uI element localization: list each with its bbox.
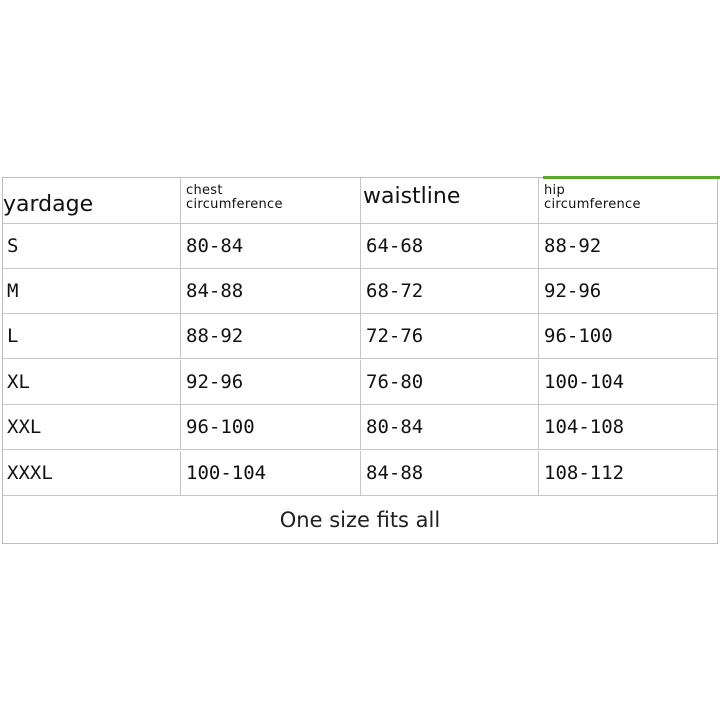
size-cell: XXL [3, 405, 181, 449]
header-hip-circumference [539, 178, 717, 223]
table-row [3, 224, 717, 269]
hip-cell: 100-104 [544, 371, 625, 393]
header-chest-line1: chest [186, 183, 223, 198]
table-row [3, 360, 717, 405]
header-yardage: yardage [3, 178, 181, 223]
chest-cell: 80-84 [181, 224, 361, 268]
size-cell: L [3, 314, 181, 358]
waist-cell: 76-80 [361, 360, 539, 404]
table-header-row [3, 178, 717, 224]
chest-cell: 92-96 [181, 360, 361, 404]
size-cell: XL [3, 360, 181, 404]
hip-cell: 108-112 [544, 462, 625, 484]
one-size-note: One size fits all [279, 508, 441, 532]
size-cell: M [3, 269, 181, 313]
chest-cell: 96-100 [181, 405, 361, 449]
chest-cell: 88-92 [181, 314, 361, 358]
waist-cell: 72-76 [361, 314, 539, 358]
header-chest-line2: circumference [186, 197, 283, 212]
waist-cell: 80-84 [361, 405, 539, 449]
chest-cell: 100-104 [181, 451, 361, 495]
table-row [3, 269, 717, 314]
chest-cell: 84-88 [181, 269, 361, 313]
hip-cell: 92-96 [544, 280, 602, 302]
header-chest-circumference [181, 178, 361, 223]
size-chart-table [2, 177, 718, 544]
hip-cell: 96-100 [544, 325, 613, 347]
table-row [3, 405, 717, 450]
table-row [3, 451, 717, 496]
header-hip-line2: circumference [544, 197, 641, 212]
waist-cell: 84-88 [361, 451, 539, 495]
size-cell: S [3, 224, 181, 268]
table-footer-row [3, 496, 717, 544]
hip-cell: 104-108 [544, 416, 625, 438]
header-hip-line1: hip [544, 183, 566, 198]
header-waistline: waistline [361, 178, 539, 223]
waist-cell: 68-72 [361, 269, 539, 313]
waist-cell: 64-68 [361, 224, 539, 268]
table-row [3, 314, 717, 359]
hip-cell: 88-92 [544, 235, 602, 257]
size-cell: XXXL [3, 451, 181, 495]
